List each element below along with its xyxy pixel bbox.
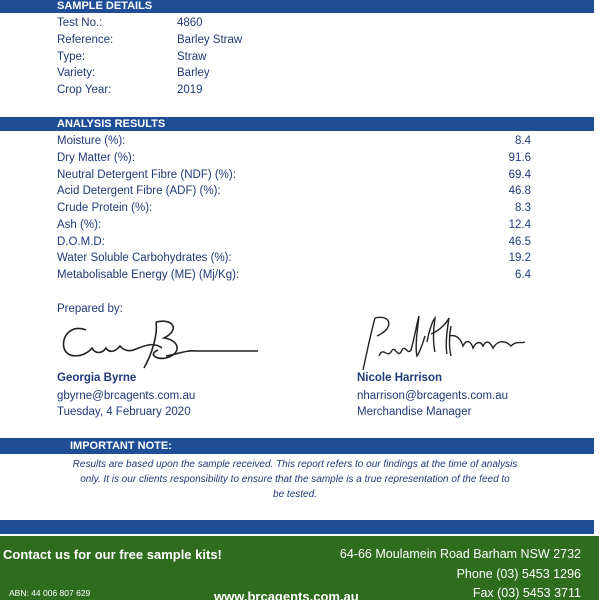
note-line: only. It is our clients responsibility to ensure that the sample is a true representation of the feed to xyxy=(80,474,510,485)
note-line: Results are based upon the sample received. This report refers to our findings at the time of analysis xyxy=(72,459,518,470)
result-value: 6.4 xyxy=(515,269,531,281)
reference-label: Reference: xyxy=(57,34,114,46)
footer-address: 64-66 Moulamein Road Barham NSW 2732 xyxy=(339,547,581,561)
result-label: Crude Protein (%): xyxy=(57,202,153,214)
type-value: Straw xyxy=(177,51,207,63)
important-note-header xyxy=(0,438,594,454)
footer xyxy=(0,536,599,604)
result-label: Metabolisable Energy (ME) (Mj/Kg): xyxy=(57,269,240,281)
manager-title: Merchandise Manager xyxy=(357,406,472,418)
footer-phone: Phone (03) 5453 1296 xyxy=(456,567,581,581)
footer-contact-text: Contact us for our free sample kits! xyxy=(3,547,222,562)
sample-details-header xyxy=(0,0,594,13)
divider-bar xyxy=(0,520,594,534)
result-value: 91.6 xyxy=(508,152,531,164)
variety-value: Barley xyxy=(177,67,210,79)
manager-email[interactable]: nharrison@brcagents.com.au xyxy=(357,390,509,402)
result-value: 46.8 xyxy=(508,185,531,197)
crop-year-value: 2019 xyxy=(177,84,203,96)
footer-fax: Fax (03) 5453 3711 xyxy=(472,586,581,600)
manager-name: Nicole Harrison xyxy=(357,372,442,384)
preparer-date: Tuesday, 4 February 2020 xyxy=(57,406,191,418)
result-value: 12.4 xyxy=(508,219,531,231)
type-label: Type: xyxy=(57,51,86,63)
test-no-label: Test No.: xyxy=(57,17,103,29)
result-label: Acid Detergent Fibre (ADF) (%): xyxy=(57,185,221,197)
crop-year-label: Crop Year: xyxy=(57,84,112,96)
important-note-title: IMPORTANT NOTE: xyxy=(70,440,172,452)
result-label: Neutral Detergent Fibre (NDF) (%): xyxy=(57,169,236,181)
variety-label: Variety: xyxy=(57,67,96,79)
footer-abn: ABN: 44 006 807 629 xyxy=(9,588,91,598)
reference-value: Barley Straw xyxy=(177,34,243,46)
prepared-by-label: Prepared by: xyxy=(57,303,123,315)
result-label: D.O.M.D: xyxy=(57,236,105,248)
analysis-results-title: ANALYSIS RESULTS xyxy=(57,118,166,130)
result-label: Dry Matter (%): xyxy=(57,152,135,164)
test-no-value: 4860 xyxy=(177,17,203,29)
result-value: 8.4 xyxy=(515,135,531,147)
sample-details-title: SAMPLE DETAILS xyxy=(57,0,153,12)
footer-website-link[interactable]: www.brcagents.com.au xyxy=(214,589,359,604)
signature-right xyxy=(357,312,527,374)
preparer-name: Georgia Byrne xyxy=(57,372,137,384)
result-value: 46.5 xyxy=(508,236,531,248)
important-note-text xyxy=(55,457,535,502)
result-value: 8.3 xyxy=(515,202,531,214)
result-label: Ash (%): xyxy=(57,219,102,231)
signature-left xyxy=(58,318,263,370)
result-label: Water Soluble Carbohydrates (%): xyxy=(57,252,232,264)
result-value: 19.2 xyxy=(508,252,531,264)
note-line: be tested. xyxy=(273,489,317,500)
preparer-email[interactable]: gbyrne@brcagents.com.au xyxy=(57,390,196,402)
analysis-results-header xyxy=(0,117,594,131)
result-label: Moisture (%): xyxy=(57,135,126,147)
result-value: 69.4 xyxy=(508,169,531,181)
